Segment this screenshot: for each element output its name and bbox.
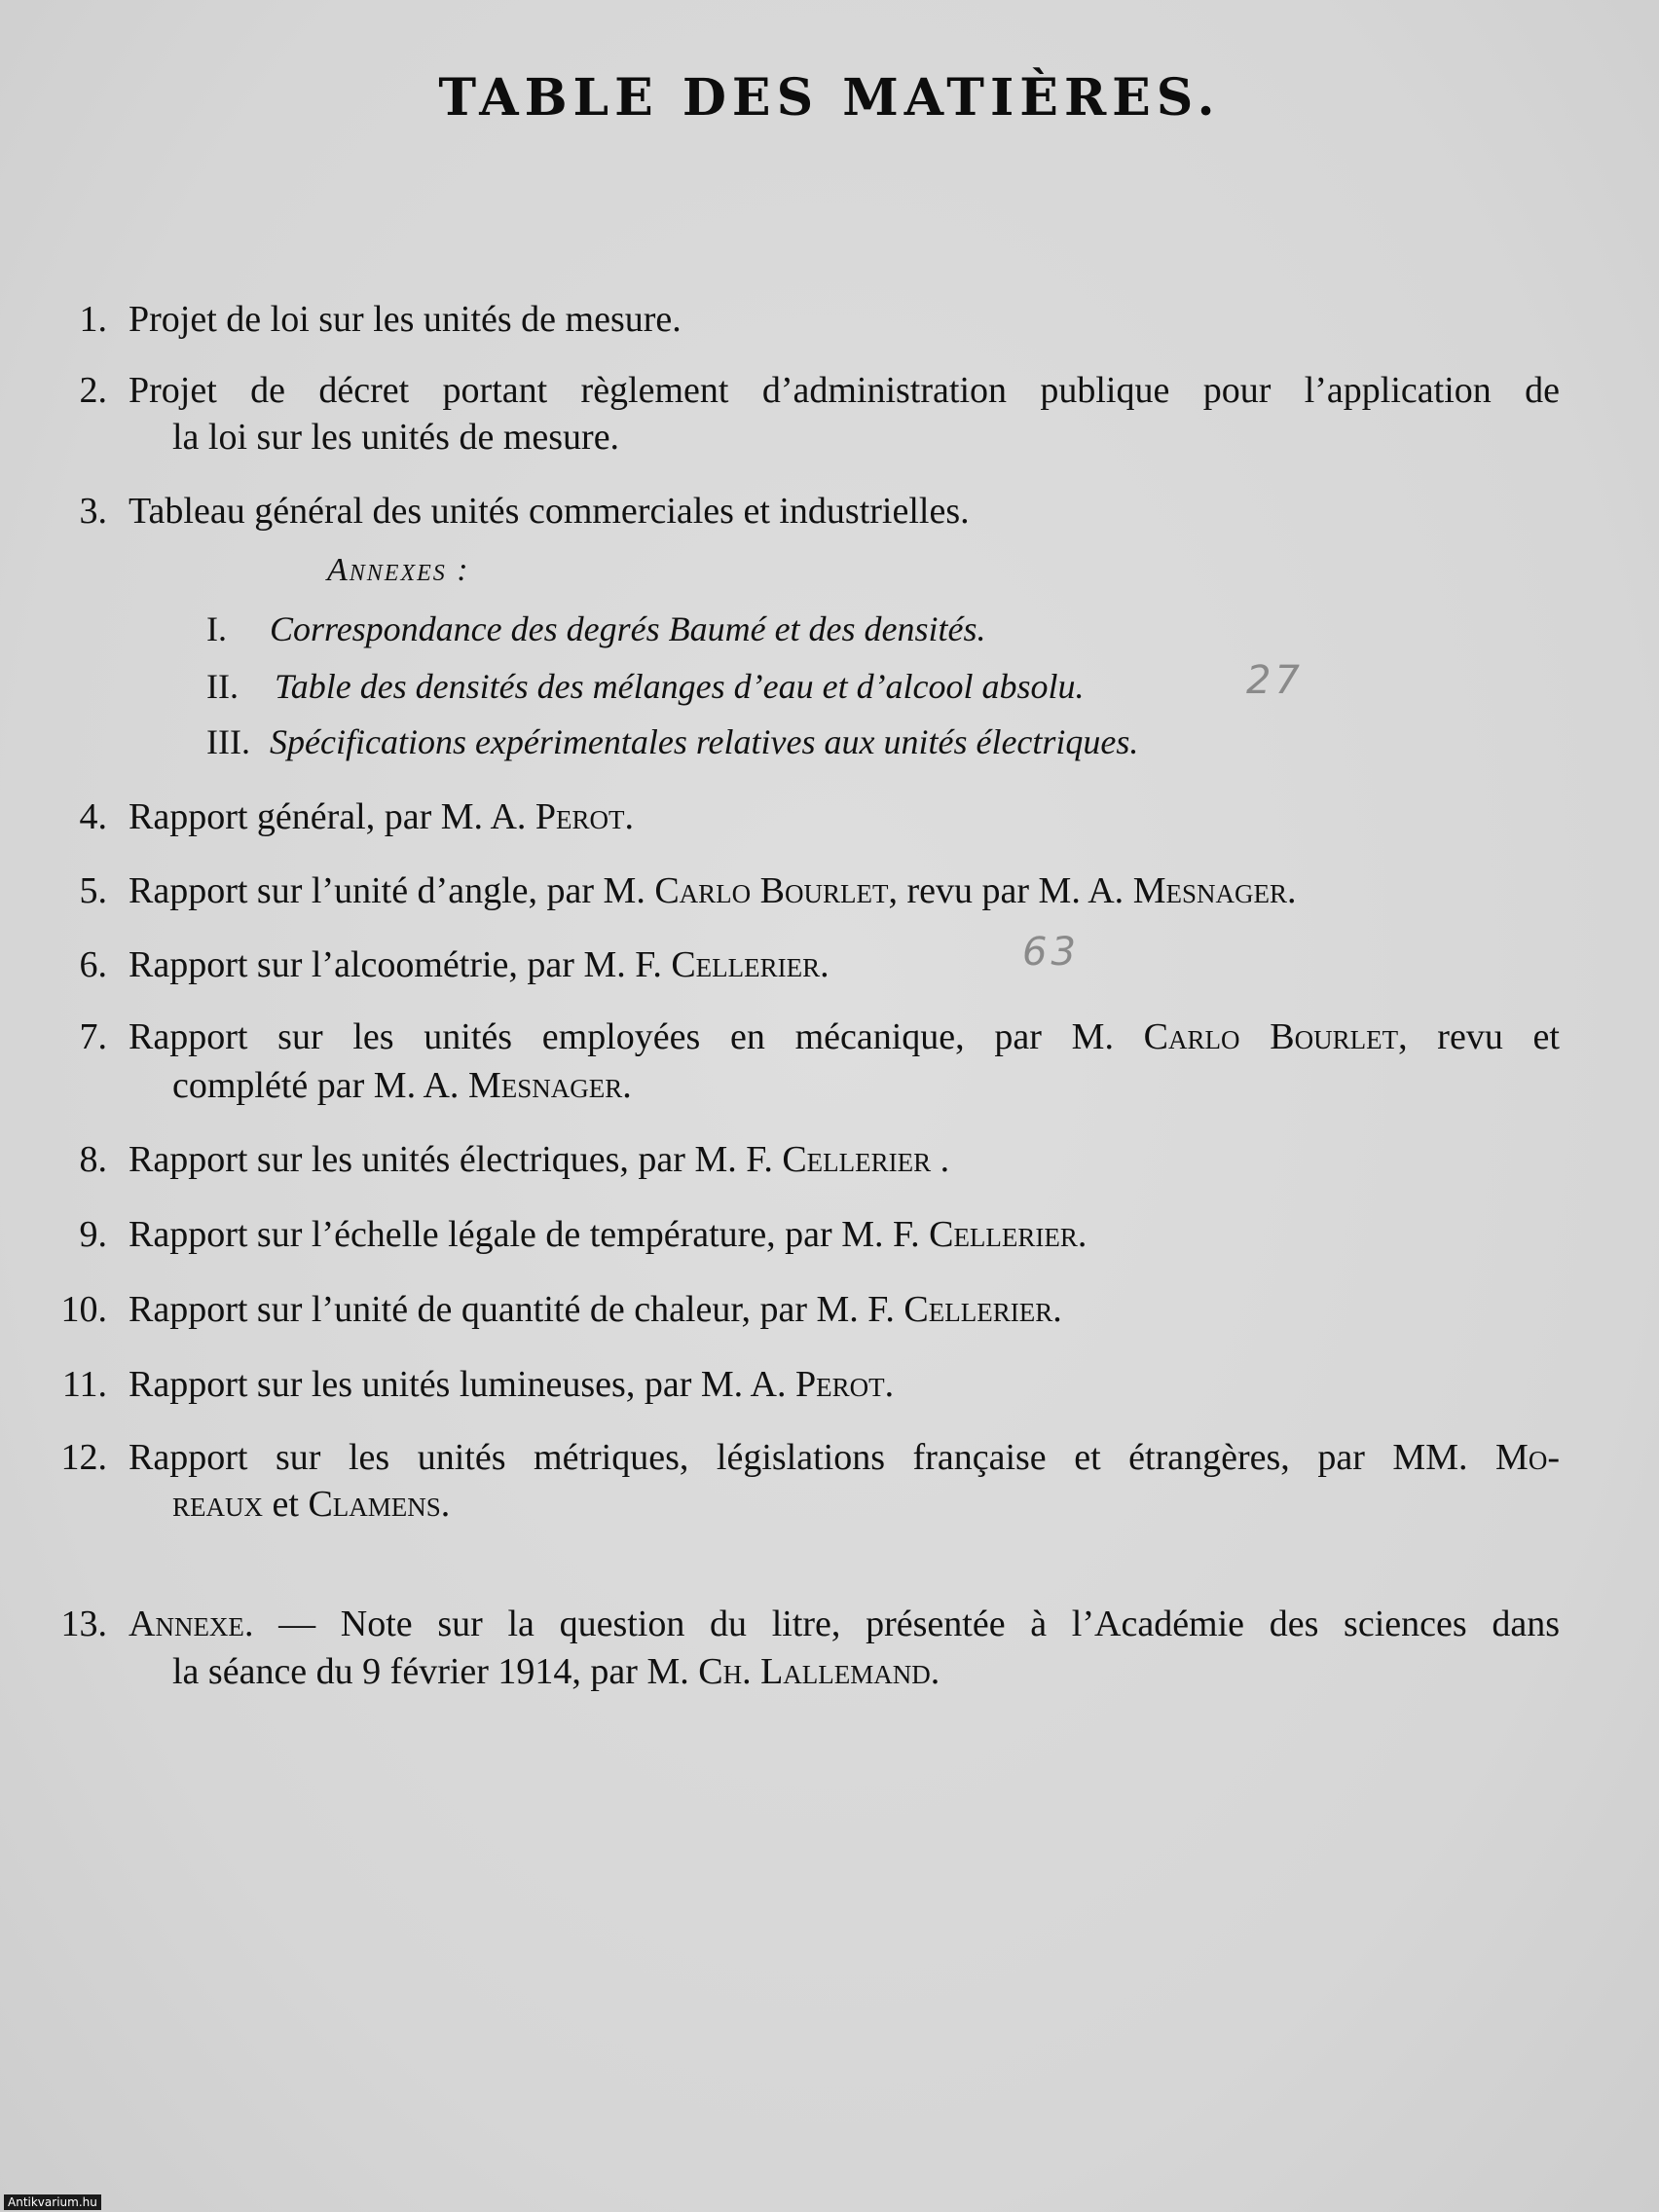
handwritten-note: 63 — [1022, 930, 1080, 975]
annex-roman: II. — [206, 667, 239, 706]
entry-text-line2: complété par M. A. Mesnager. — [172, 1065, 632, 1106]
entry-text: Rapport sur l’alcoométrie, par M. F. Cellerier. — [129, 944, 830, 985]
entry-text: Rapport sur l’échelle légale de température, par M. F. Cellerier. — [129, 1214, 1088, 1255]
entry-text: Rapport sur l’unité d’angle, par M. Carlo Bourlet, revu par M. A. Mesnager. — [129, 870, 1297, 911]
entry-text-line1: Rapport sur les unités employées en mécanique, par M. Carlo Bourlet, revu et — [129, 1016, 1560, 1057]
entry-text-line1: Rapport sur les unités métriques, législations française et étrangères, par MM. Mo- — [129, 1437, 1560, 1478]
entry-text: Rapport sur l’unité de quantité de chaleur, par M. F. Cellerier. — [129, 1289, 1062, 1330]
annex-text: Table des densités des mélanges d’eau et d’alcool absolu. — [275, 667, 1085, 706]
entry-text: Rapport sur les unités électriques, par M. F. Cellerier . — [129, 1139, 950, 1180]
entry-text-line2: reaux et Clamens. — [172, 1484, 451, 1525]
entry-number: 11. — [61, 1364, 107, 1405]
entry-number: 9. — [79, 1214, 107, 1255]
entry-number: 8. — [79, 1139, 107, 1180]
annex-roman: III. — [206, 722, 250, 761]
entry-number: 3. — [79, 491, 107, 532]
entry-text-line1: Projet de décret portant règlement d’administration publique pour l’application de — [129, 370, 1560, 411]
entry-text-line2: la loi sur les unités de mesure. — [172, 417, 620, 458]
entry-text-line2: la séance du 9 février 1914, par M. Ch. Lallemand. — [172, 1651, 940, 1692]
annex-roman: I. — [206, 609, 227, 648]
watermark: Antikvarium.hu — [4, 2194, 101, 2210]
entry-number: 6. — [79, 944, 107, 985]
annex-text: Correspondance des degrés Baumé et des densités. — [270, 609, 986, 648]
entry-number: 13. — [60, 1604, 107, 1644]
annex-text: Spécifications expérimentales relatives aux unités électriques. — [270, 722, 1139, 761]
entry-number: 10. — [60, 1289, 107, 1330]
entry-text-line1: Annexe. — Note sur la question du litre, présentée à l’Académie des sciences dans — [129, 1604, 1560, 1644]
handwritten-note: 27 — [1246, 658, 1304, 703]
entry-text: Rapport général, par M. A. Perot. — [129, 796, 635, 837]
entry-number: 5. — [79, 870, 107, 911]
annexes-heading: Annexes : — [327, 552, 470, 588]
entry-number: 4. — [79, 796, 107, 837]
entry-text: Projet de loi sur les unités de mesure. — [129, 299, 682, 340]
entry-number: 7. — [79, 1016, 107, 1057]
entry-number: 2. — [79, 370, 107, 411]
entry-number: 12. — [60, 1437, 107, 1478]
entry-number: 1. — [79, 299, 107, 340]
entry-text: Tableau général des unités commerciales et industrielles. — [129, 491, 970, 532]
page-title: TABLE DES MATIÈRES. — [438, 68, 1221, 128]
entry-text: Rapport sur les unités lumineuses, par M. A. Perot. — [129, 1364, 895, 1405]
